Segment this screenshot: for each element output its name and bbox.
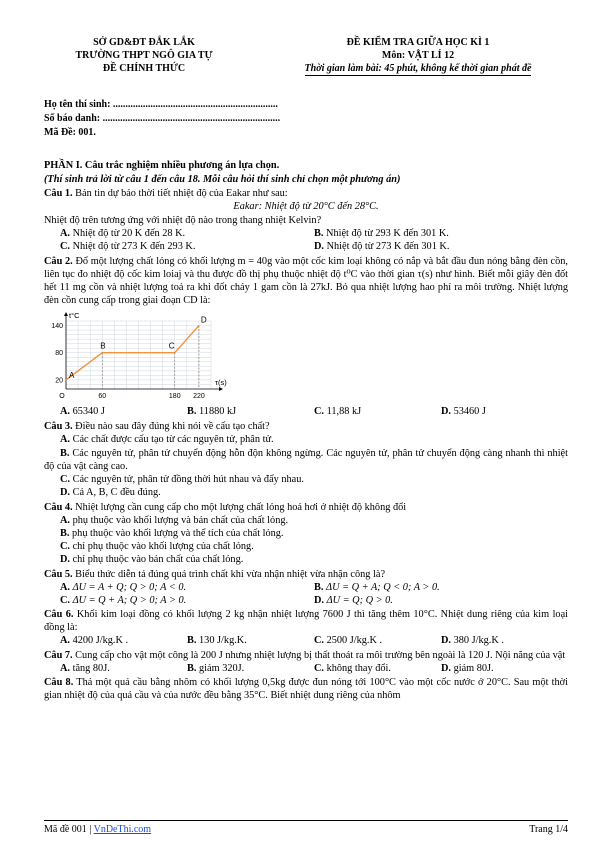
point-label: C: [168, 342, 175, 352]
x-tick-label: 180: [168, 393, 181, 401]
option-b[interactable]: B. ΔU = Q + A; Q < 0; A > 0.: [314, 581, 440, 593]
question-3: [44, 420, 568, 433]
question-label: Câu 4.: [44, 501, 73, 513]
question-label: Câu 1.: [44, 187, 73, 199]
option-d[interactable]: D. Nhiệt độ từ 273 K đến 301 K.: [314, 241, 450, 253]
option-c[interactable]: C. 11,88 kJ: [314, 406, 362, 418]
question-2: [44, 255, 568, 308]
exam-page: [44, 36, 568, 702]
question-6-options: [44, 634, 568, 647]
option-d[interactable]: D. 380 J/kg.K .: [441, 635, 504, 647]
question-5: [44, 568, 568, 581]
question-text: Cung cấp cho vật một công là 200 J nhưng nhiệt lượng bị thất thoát ra môi trường bên ngoài là 120 J. Nội năng của vật: [72, 649, 566, 661]
part-title: PHẦN I. Câu trắc nghiệm nhiều phương án lựa chọn.: [44, 160, 280, 172]
question-7: [44, 649, 568, 662]
question-text: Biểu thức diễn tả đúng quá trình chất khí vừa nhận nhiệt vừa nhận công là?: [72, 568, 386, 580]
question-6: [44, 608, 568, 634]
point-label: A: [69, 371, 75, 381]
exam-time: Thời gian làm bài: 45 phút, không kể thời gian phát đề: [304, 63, 532, 74]
option-b[interactable]: B. phụ thuộc vào khối lượng và thể tích của chất lỏng.: [60, 528, 284, 539]
footer-code: Mã đề 001 |: [44, 824, 94, 835]
point-label: B: [100, 342, 106, 352]
y-axis-arrow: [64, 312, 68, 316]
part-instruction: (Thí sinh trả lời từ câu 1 đến câu 18. Mỗi câu hỏi thí sinh chỉ chọn một phương án): [44, 173, 401, 185]
option-d[interactable]: D. chỉ phụ thuộc vào bản chất của chất lỏng.: [60, 554, 244, 566]
question-text: Khối kim loại đồng có khối lượng 2 kg nhận nhiệt lượng 7600 J thì tăng thêm 10°C. Nhiệt dung riêng của kim loại đồng là:: [44, 609, 569, 634]
question-label: Câu 6.: [44, 609, 74, 621]
candidate-number: Số báo danh: .......................................................................: [44, 112, 281, 124]
candidate-info: [44, 98, 568, 139]
origin-label: O: [59, 393, 65, 401]
option-c[interactable]: C. chỉ phụ thuộc vào khối lượng của chất lỏng.: [60, 541, 254, 553]
question-label: Câu 2.: [44, 255, 73, 267]
y-tick-label: 80: [55, 350, 63, 358]
y-axis-label: t°C: [69, 311, 80, 321]
question-1: [44, 187, 568, 200]
page-number: Trang 1/4: [529, 824, 568, 835]
exam-code: Mã Đề: 001.: [44, 126, 96, 138]
option-b[interactable]: B. 130 J/kg.K.: [187, 635, 247, 647]
option-b[interactable]: B. giảm 320J.: [187, 662, 245, 674]
option-a[interactable]: A. Nhiệt độ từ 20 K đến 28 K.: [60, 228, 186, 240]
option-a[interactable]: A. 4200 J/kg.K .: [60, 635, 129, 647]
x-tick-label: 220: [193, 393, 205, 401]
option-a[interactable]: A. Các chất được cấu tạo từ các nguyên tử, phân tử.: [60, 433, 274, 445]
question-text: Điều nào sau đây đúng khi nói về cấu tạo chất?: [72, 420, 270, 432]
x-axis-label: τ(s): [215, 378, 227, 388]
option-c[interactable]: C. Các nguyên tử, phân tử đồng thời hút nhau và đẩy nhau.: [60, 474, 304, 486]
candidate-name: Họ tên thí sinh: ..................................................................: [44, 99, 278, 110]
question-text: Bản tin dự báo thời tiết nhiệt độ của Eakar như sau:: [72, 187, 288, 199]
option-c[interactable]: C. ΔU = Q + A; Q > 0; A > 0.: [60, 594, 187, 606]
page-footer: [44, 820, 568, 837]
department-name: SỞ GD&ĐT ĐẮK LẮK: [93, 37, 195, 48]
option-b[interactable]: B. Nhiệt độ từ 293 K đến 301 K.: [314, 228, 449, 240]
temperature-chart: [46, 309, 246, 401]
option-d[interactable]: D. ΔU = Q; Q > 0.: [314, 594, 393, 606]
x-tick-label: 60: [98, 393, 107, 401]
school-block: [44, 36, 244, 76]
question-label: Câu 3.: [44, 420, 73, 432]
question-7-options: [44, 662, 568, 675]
option-c[interactable]: C. Nhiệt độ từ 273 K đến 293 K.: [60, 241, 196, 253]
school-name: TRƯỜNG THPT NGÔ GIA TỰ: [75, 50, 213, 61]
exam-block: [268, 36, 568, 76]
question-label: Câu 8.: [44, 676, 74, 688]
question-5-options: [44, 581, 568, 607]
question-label: Câu 5.: [44, 568, 73, 580]
question-text: Nhiệt lượng cần cung cấp cho một lượng chất lỏng hoá hơi ở nhiệt độ không đổi: [72, 501, 407, 513]
y-tick-label: 140: [51, 323, 63, 331]
question-label: Câu 7.: [44, 649, 73, 661]
exam-subject: Môn: VẬT LÍ 12: [381, 50, 455, 61]
point-label: D: [200, 315, 207, 325]
question-1-options: [44, 227, 568, 253]
question-2-options: [44, 405, 568, 418]
question-8: [44, 676, 568, 702]
exam-title: ĐỀ KIỂM TRA GIỮA HỌC KÌ 1: [346, 37, 490, 48]
option-a[interactable]: A. 65340 J: [60, 406, 105, 418]
option-a[interactable]: A. phụ thuộc vào khối lượng và bản chất của chất lỏng.: [60, 514, 289, 526]
option-d[interactable]: D. Cả A, B, C đều đúng.: [60, 487, 161, 499]
option-d[interactable]: D. 53460 J: [441, 406, 486, 418]
x-axis-arrow: [219, 387, 223, 391]
option-d[interactable]: D. giảm 80J.: [441, 662, 494, 674]
temperature-graph: [46, 309, 568, 405]
y-tick-label: 20: [55, 377, 63, 385]
option-a[interactable]: A. ΔU = A + Q; Q > 0; A < 0.: [60, 581, 187, 593]
question-4: [44, 501, 568, 514]
question-1-prompt: Nhiệt độ trên tương ứng với nhiệt độ nào trong thang nhiệt Kelvin?: [44, 215, 322, 227]
exam-header: [44, 36, 568, 76]
option-c[interactable]: C. 2500 J/kg.K .: [314, 635, 383, 647]
official-label: ĐỀ CHÍNH THỨC: [102, 63, 186, 74]
footer-left: [44, 824, 151, 837]
question-1-quote: Eakar: Nhiệt độ từ 20°C đến 28°C.: [233, 200, 379, 212]
question-text: Đổ một lượng chất lỏng có khối lượng m = 40g vào một cốc kim loại không có nắp và bắt đầu đun nóng bằng đèn cồn, liên tục đo nhiệt độ cốc kim loiaj và thu được đồ thị phụ thuộc nhiệt độ t⁰C vào thời gian τ(s) như hình. Biết mỗi giây đèn đốt hết 11 mg cồn và nhiệt lượng toả ra khi đốt cháy 1 gam cồn là 27kJ. Bỏ qua nhiệt lượng hao phí ra môi trường. Nhiệt lượng đèn cồn cung cấp trong giai đoạn CD là:: [44, 255, 568, 307]
footer-link[interactable]: VnDeThi.com: [93, 824, 152, 835]
option-b[interactable]: B. 11880 kJ: [187, 406, 237, 418]
option-b[interactable]: B. Các nguyên tử, phân tử chuyển động hỗn độn không ngừng. Các nguyên tử, phân tử chuyển động càng nhanh thì nhiệt độ của vật càng cao.: [44, 447, 568, 473]
option-a[interactable]: A. tăng 80J.: [60, 662, 110, 674]
option-c[interactable]: C. không thay đổi.: [314, 662, 391, 674]
question-text: Thả một quả cầu bằng nhôm có khối lượng 0,5kg được đun nóng tới 100°C vào một cốc nước ở 20°C. Sau một thời gian nhiệt độ của quả cầu và của nước đều bằng 35°C. Biết nhiệt dung riêng của nhôm: [44, 676, 568, 702]
